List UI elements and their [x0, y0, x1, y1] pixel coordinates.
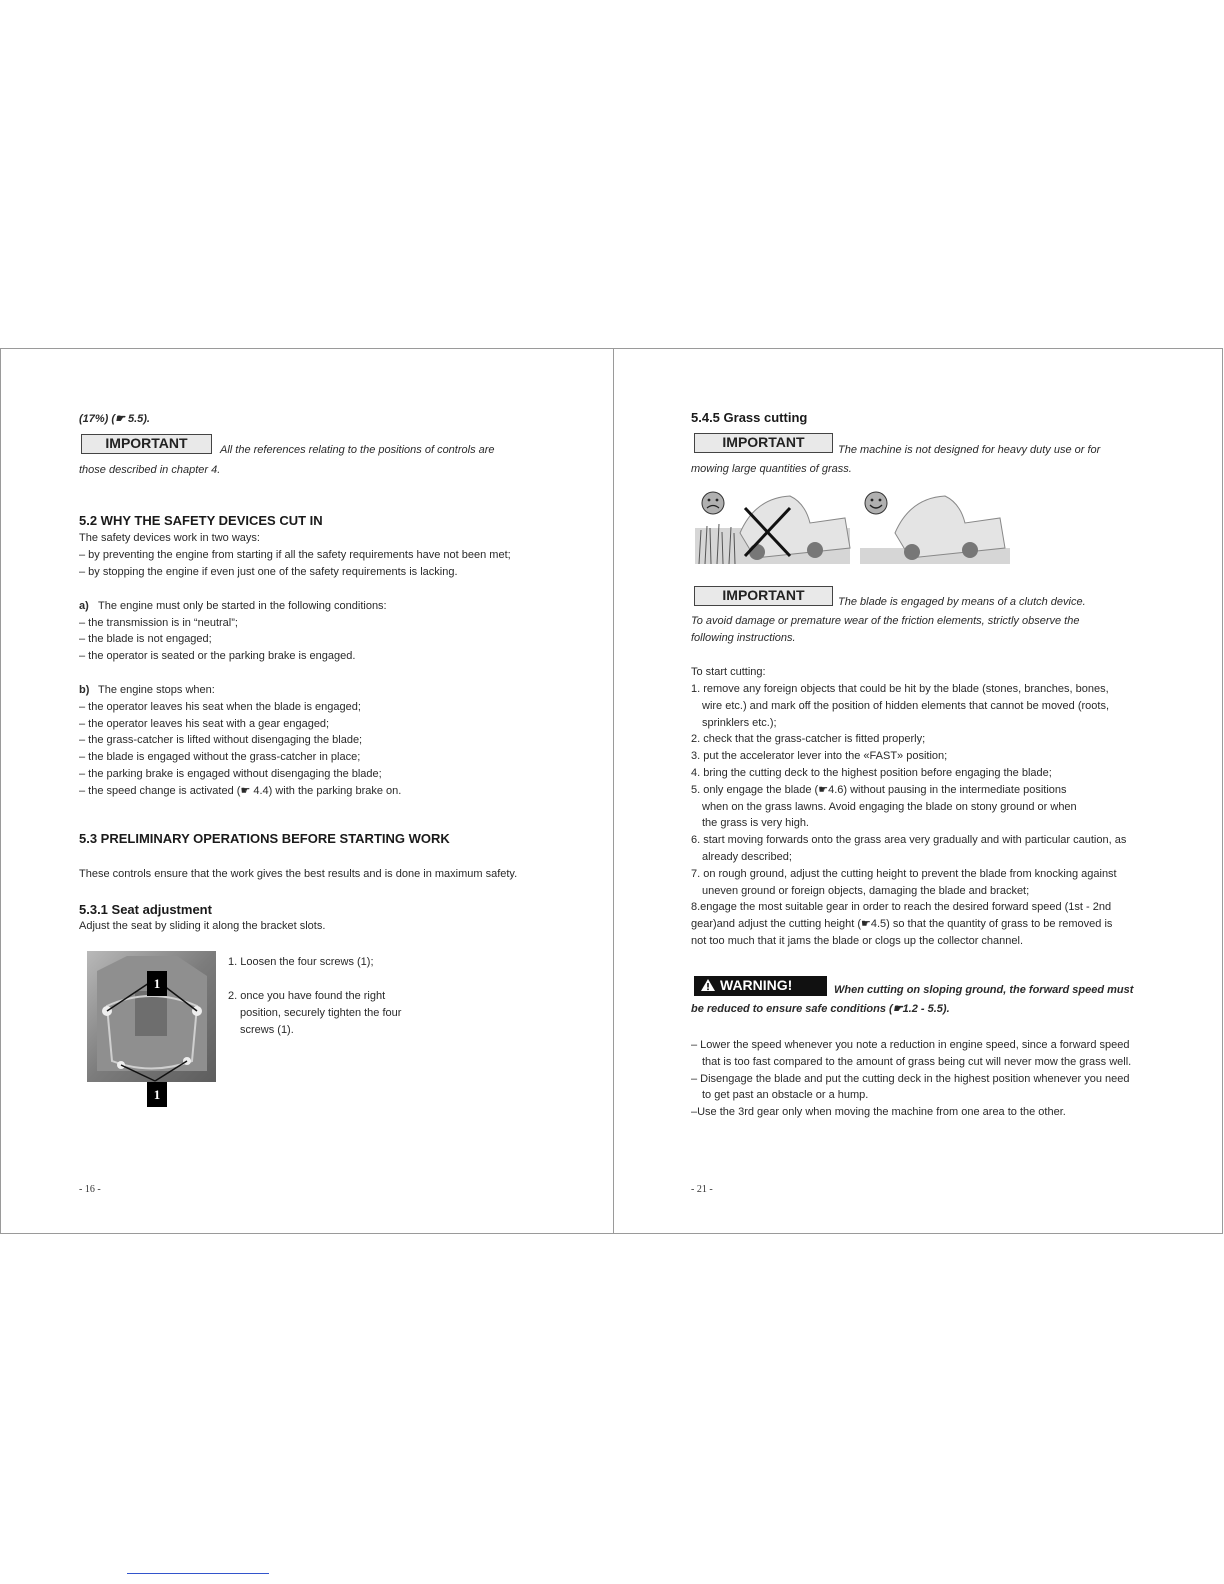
- paragraph-line: The safety devices work in two ways:: [79, 532, 260, 544]
- list-marker-b: b): [79, 684, 90, 696]
- page-number-left: - 16 -: [79, 1184, 101, 1195]
- page-number-right: - 21 -: [691, 1184, 713, 1195]
- list-item: – the blade is engaged without the grass-catcher in place;: [79, 751, 361, 763]
- callout-number-top: 1: [147, 971, 167, 996]
- list-item: – the transmission is in “neutral”;: [79, 617, 238, 629]
- important-badge: IMPORTANT: [81, 434, 212, 454]
- important-note-line-2: To avoid damage or premature wear of the friction elements, strictly observe the: [691, 615, 1080, 627]
- warning-badge: [694, 976, 827, 996]
- top-reference: (17%) (☛ 5.5).: [79, 413, 150, 425]
- callout-number-bottom: 1: [147, 1082, 167, 1107]
- list-item: – the blade is not engaged;: [79, 633, 212, 645]
- list-item: when on the grass lawns. Avoid engaging the blade on stony ground or when: [702, 801, 1077, 813]
- warning-text-line-1: When cutting on sloping ground, the forward speed must: [834, 984, 1134, 996]
- list-item: uneven ground or foreign objects, damaging the blade and bracket;: [702, 885, 1030, 897]
- step-line: 1. Loosen the four screws (1);: [228, 956, 374, 968]
- step-line: position, securely tighten the four: [240, 1007, 402, 1019]
- list-item: already described;: [702, 851, 792, 863]
- list-item: 2. check that the grass-catcher is fitted properly;: [691, 733, 926, 745]
- list-item: 7. on rough ground, adjust the cutting height to prevent the blade from knocking against: [691, 868, 1117, 880]
- tip-line: that is too fast compared to the amount of grass being cut will never mow the grass well.: [702, 1056, 1132, 1068]
- section-5-4-5-title: 5.4.5 Grass cutting: [691, 410, 808, 425]
- paragraph-line: These controls ensure that the work gives the best results and is done in maximum safety.: [79, 868, 518, 880]
- paragraph-line: The engine must only be started in the following conditions:: [98, 600, 387, 612]
- list-item: gear)and adjust the cutting height (☛4.5) so that the quantity of grass to be removed is: [691, 918, 1113, 930]
- list-item: 4. bring the cutting deck to the highest position before engaging the blade;: [691, 767, 1052, 779]
- paragraph-line: – by stopping the engine if even just one of the safety requirements is lacking.: [79, 566, 458, 578]
- list-item: 8.engage the most suitable gear in order to reach the desired forward speed (1st - 2nd: [691, 901, 1112, 913]
- section-5-2-title: 5.2 WHY THE SAFETY DEVICES CUT IN: [79, 513, 323, 528]
- list-marker-a: a): [79, 600, 89, 612]
- warning-triangle-icon: [700, 978, 716, 992]
- mowing-illustration: [695, 488, 1015, 566]
- section-5-3-title: 5.3 PRELIMINARY OPERATIONS BEFORE STARTING WORK: [79, 831, 450, 846]
- tip-line: –Use the 3rd gear only when moving the machine from one area to the other.: [691, 1106, 1066, 1118]
- tip-line: – Disengage the blade and put the cutting deck in the highest position whenever you need: [691, 1073, 1130, 1085]
- list-item: – the operator is seated or the parking brake is engaged.: [79, 650, 356, 662]
- warning-text-line-2: be reduced to ensure safe conditions (☛1.2 - 5.5).: [691, 1003, 950, 1015]
- list-item: 5. only engage the blade (☛4.6) without pausing in the intermediate positions: [691, 784, 1067, 796]
- step-line: 2. once you have found the right: [228, 990, 386, 1002]
- page-divider: [613, 349, 614, 1233]
- list-item: – the operator leaves his seat when the blade is engaged;: [79, 701, 361, 713]
- important-badge: IMPORTANT: [694, 433, 833, 453]
- step-line: screws (1).: [240, 1024, 294, 1036]
- important-note-line-1: All the references relating to the positions of controls are: [220, 444, 495, 456]
- footnote-rule: [127, 1573, 269, 1574]
- list-item: – the operator leaves his seat with a gear engaged;: [79, 718, 330, 730]
- important-note-line-2: those described in chapter 4.: [79, 464, 221, 476]
- important-badge: IMPORTANT: [694, 586, 833, 606]
- important-note-line-1: The machine is not designed for heavy duty use or for: [838, 444, 1101, 456]
- list-item: – the grass-catcher is lifted without disengaging the blade;: [79, 734, 363, 746]
- list-item: the grass is very high.: [702, 817, 809, 829]
- list-item: – the speed change is activated (☛ 4.4) with the parking brake on.: [79, 785, 402, 797]
- list-item: sprinklers etc.);: [702, 717, 777, 729]
- list-item: – the parking brake is engaged without disengaging the blade;: [79, 768, 382, 780]
- tip-line: to get past an obstacle or a hump.: [702, 1089, 869, 1101]
- important-note-line-1: The blade is engaged by means of a clutch device.: [838, 596, 1086, 608]
- important-note-line-2: mowing large quantities of grass.: [691, 463, 852, 475]
- list-item: 3. put the accelerator lever into the «FAST» position;: [691, 750, 948, 762]
- paragraph-line: The engine stops when:: [98, 684, 215, 696]
- section-5-3-1-title: 5.3.1 Seat adjustment: [79, 902, 212, 917]
- important-note-line-3: following instructions.: [691, 632, 796, 644]
- list-item: not too much that it jams the blade or clogs up the collector channel.: [691, 935, 1024, 947]
- paragraph-line: To start cutting:: [691, 666, 766, 678]
- warning-label: WARNING!: [720, 977, 793, 993]
- paragraph-line: Adjust the seat by sliding it along the bracket slots.: [79, 920, 326, 932]
- tip-line: – Lower the speed whenever you note a reduction in engine speed, since a forward speed: [691, 1039, 1130, 1051]
- paragraph-line: – by preventing the engine from starting if all the safety requirements have not been met;: [79, 549, 511, 561]
- list-item: 6. start moving forwards onto the grass area very gradually and with particular caution, as: [691, 834, 1127, 846]
- list-item: wire etc.) and mark off the position of hidden elements that cannot be moved (roots,: [702, 700, 1110, 712]
- list-item: 1. remove any foreign objects that could be hit by the blade (stones, branches, bones,: [691, 683, 1109, 695]
